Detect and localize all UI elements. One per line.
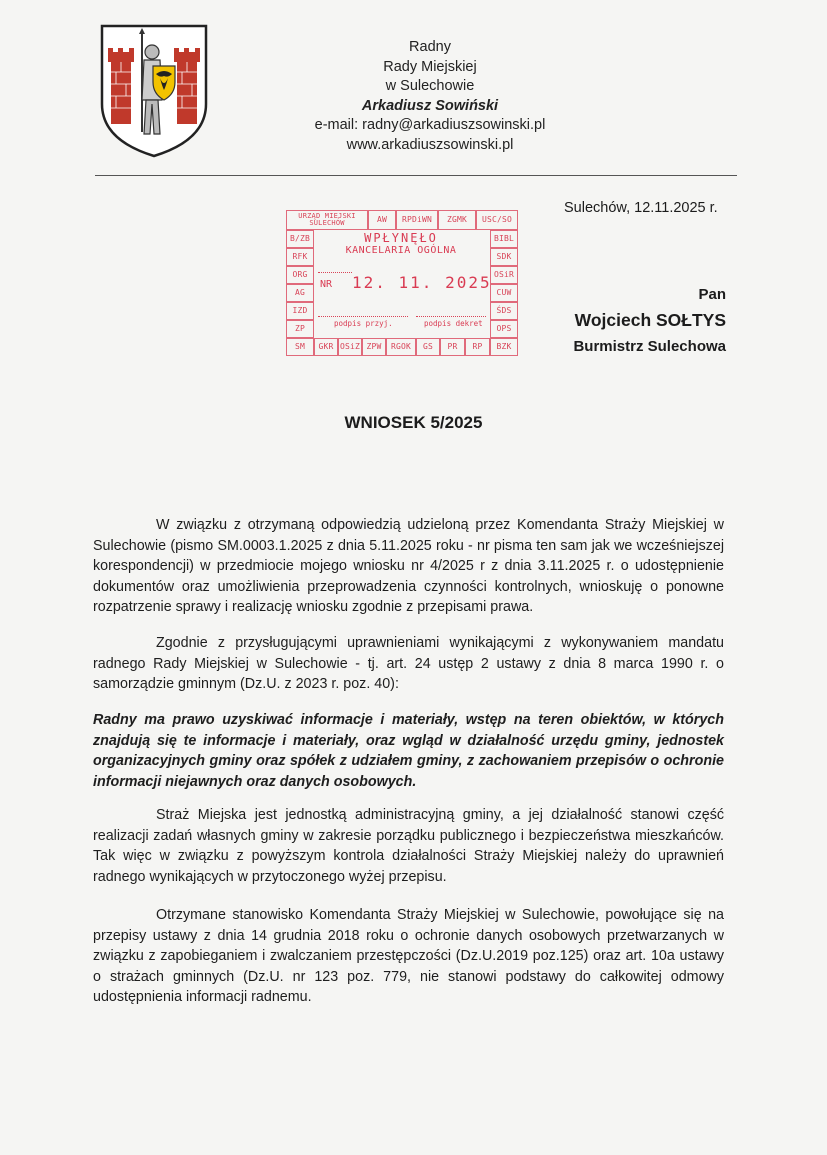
- sender-header: [300, 38, 560, 155]
- stamp-left-cell: RFK: [286, 248, 314, 266]
- stamp-right-cell: OPS: [490, 320, 518, 338]
- stamp-top-cell: AW: [368, 210, 396, 230]
- stamp-left-cell: IZD: [286, 302, 314, 320]
- sender-name: Arkadiusz Sowiński: [361, 97, 499, 114]
- stamp-right-cell: ŚDS: [490, 302, 518, 320]
- stamp-right-cell: SDK: [490, 248, 518, 266]
- stamp-date: 12. 11. 2025: [352, 273, 492, 292]
- stamp-left-cell: B/ZB: [286, 230, 314, 248]
- header-line-council: Rady Miejskiej: [383, 58, 477, 75]
- addressee-salutation: Pan: [698, 286, 726, 303]
- header-divider: [95, 175, 737, 176]
- registry-stamp: [286, 210, 518, 356]
- stamp-left-cell: SM: [286, 338, 314, 356]
- addressee-name: Wojciech SOŁTYS: [574, 310, 726, 330]
- stamp-office-cell: URZĄD MIEJSKI SULECHÓW: [286, 210, 368, 230]
- stamp-bottom-cell: ZPW: [362, 338, 386, 356]
- sender-website[interactable]: www.arkadiuszsowinski.pl: [346, 136, 514, 153]
- stamp-sign-decree: podpis dekret: [424, 319, 483, 328]
- letter-date: Sulechów, 12.11.2025 r.: [564, 200, 718, 216]
- paragraph-1: W związku z otrzymaną odpowiedzią udzieloną przez Komendanta Straży Miejskiej w Sulechowie (pismo SM.0003.1.2025 z dnia 5.11.2025 roku - nr pisma ten sam jak we wcześniejszej korespondencji) w przedmiocie mojego wniosku nr 4/2025 r z dnia 3.11.2025 r. o udostępnienie dokumentów oraz umożliwienia przeprowadzenia czynności kontrolnych, wnioskuję o ponowne rozpatrzenie sprawy i realizację wniosku zgodnie z przepisami prawa.: [93, 517, 724, 616]
- stamp-top-cell: USC/SO: [476, 210, 518, 230]
- stamp-left-cell: ZP: [286, 320, 314, 338]
- stamp-dotted-line: [318, 272, 352, 273]
- sender-email[interactable]: e-mail: radny@arkadiuszsowinski.pl: [314, 117, 546, 133]
- paragraph-2: Zgodnie z przysługującymi uprawnieniami wynikającymi z wykonywaniem mandatu radnego Rady Miejskiej w Sulechowie - tj. art. 24 ustęp 2 ustawy z dnia 8 marca 1990 r. o samorządzie gminnym (Dz.U. z 2023 r. poz. 40):: [93, 635, 724, 693]
- stamp-bottom-cell: GKR: [314, 338, 338, 356]
- stamp-left-cell: AG: [286, 284, 314, 302]
- stamp-bottom-cell: RP: [465, 338, 490, 356]
- header-line-radny: Radny: [409, 39, 451, 55]
- stamp-dotted-line: [416, 316, 486, 317]
- stamp-top-cell: ZGMK: [438, 210, 476, 230]
- header-line-town: w Sulechowie: [385, 78, 475, 94]
- coat-of-arms-logo: [98, 22, 210, 160]
- stamp-right-cell: BZK: [490, 338, 518, 356]
- stamp-bottom-cell: RGOK: [386, 338, 416, 356]
- addressee-role: Burmistrz Sulechowa: [573, 338, 726, 355]
- stamp-dotted-line: [318, 316, 408, 317]
- stamp-bottom-cell: PR: [440, 338, 465, 356]
- addressee-block: [573, 285, 726, 358]
- stamp-title: WPŁYNĘŁO: [364, 231, 438, 245]
- stamp-subtitle: KANCELARIA OGÓLNA: [345, 245, 457, 256]
- stamp-top-cell: RPDiWN: [396, 210, 438, 230]
- stamp-right-cell: BIBL: [490, 230, 518, 248]
- paragraph-3: Straż Miejska jest jednostką administracyjną gminy, a jej działalność stanowi część realizacji zadań własnych gminy w zakresie porządku publicznego i bezpieczeństwa mieszkańców. Tak więc w związku z powyższym kontrola działalności Straży Miejskiej należy do uprawnień radnego wynikających w przytoczonego wyżej przepisu.: [93, 807, 724, 885]
- stamp-nr-label: NR: [320, 279, 333, 290]
- paragraph-quote: Radny ma prawo uzyskiwać informacje i materiały, wstęp na teren obiektów, w których znajdują się te informacje i materiały, oraz wgląd w działalność urzędu gminy, jednostek organizacyjnych gminy oraz spółek z udziałem gminy, z zachowaniem przepisów o ochronie informacji niejawnych oraz danych osobowych.: [93, 712, 724, 790]
- stamp-bottom-cell: GS: [416, 338, 440, 356]
- stamp-right-cell: OSiR: [490, 266, 518, 284]
- stamp-sign-received: podpis przyj.: [334, 319, 393, 328]
- document-title: WNIOSEK 5/2025: [344, 413, 483, 432]
- stamp-left-cell: ORG: [286, 266, 314, 284]
- stamp-right-cell: CUW: [490, 284, 518, 302]
- stamp-bottom-cell: OSiZ: [338, 338, 362, 356]
- paragraph-4: Otrzymane stanowisko Komendanta Straży Miejskiej w Sulechowie, powołujące się na przepisy ustawy z dnia 14 grudnia 2018 roku o ochronie danych osobowych przetwarzanych w związku z zapobieganiem i zwalczaniem przestępczości (Dz.U.2019 poz.125) oraz art. 10a ustawy o strażach gminnych (Dz.U. nr 123 poz. 779, nie stanowi podstawy do całkowitej odmowy udostępnienia informacji radnemu.: [93, 907, 724, 1006]
